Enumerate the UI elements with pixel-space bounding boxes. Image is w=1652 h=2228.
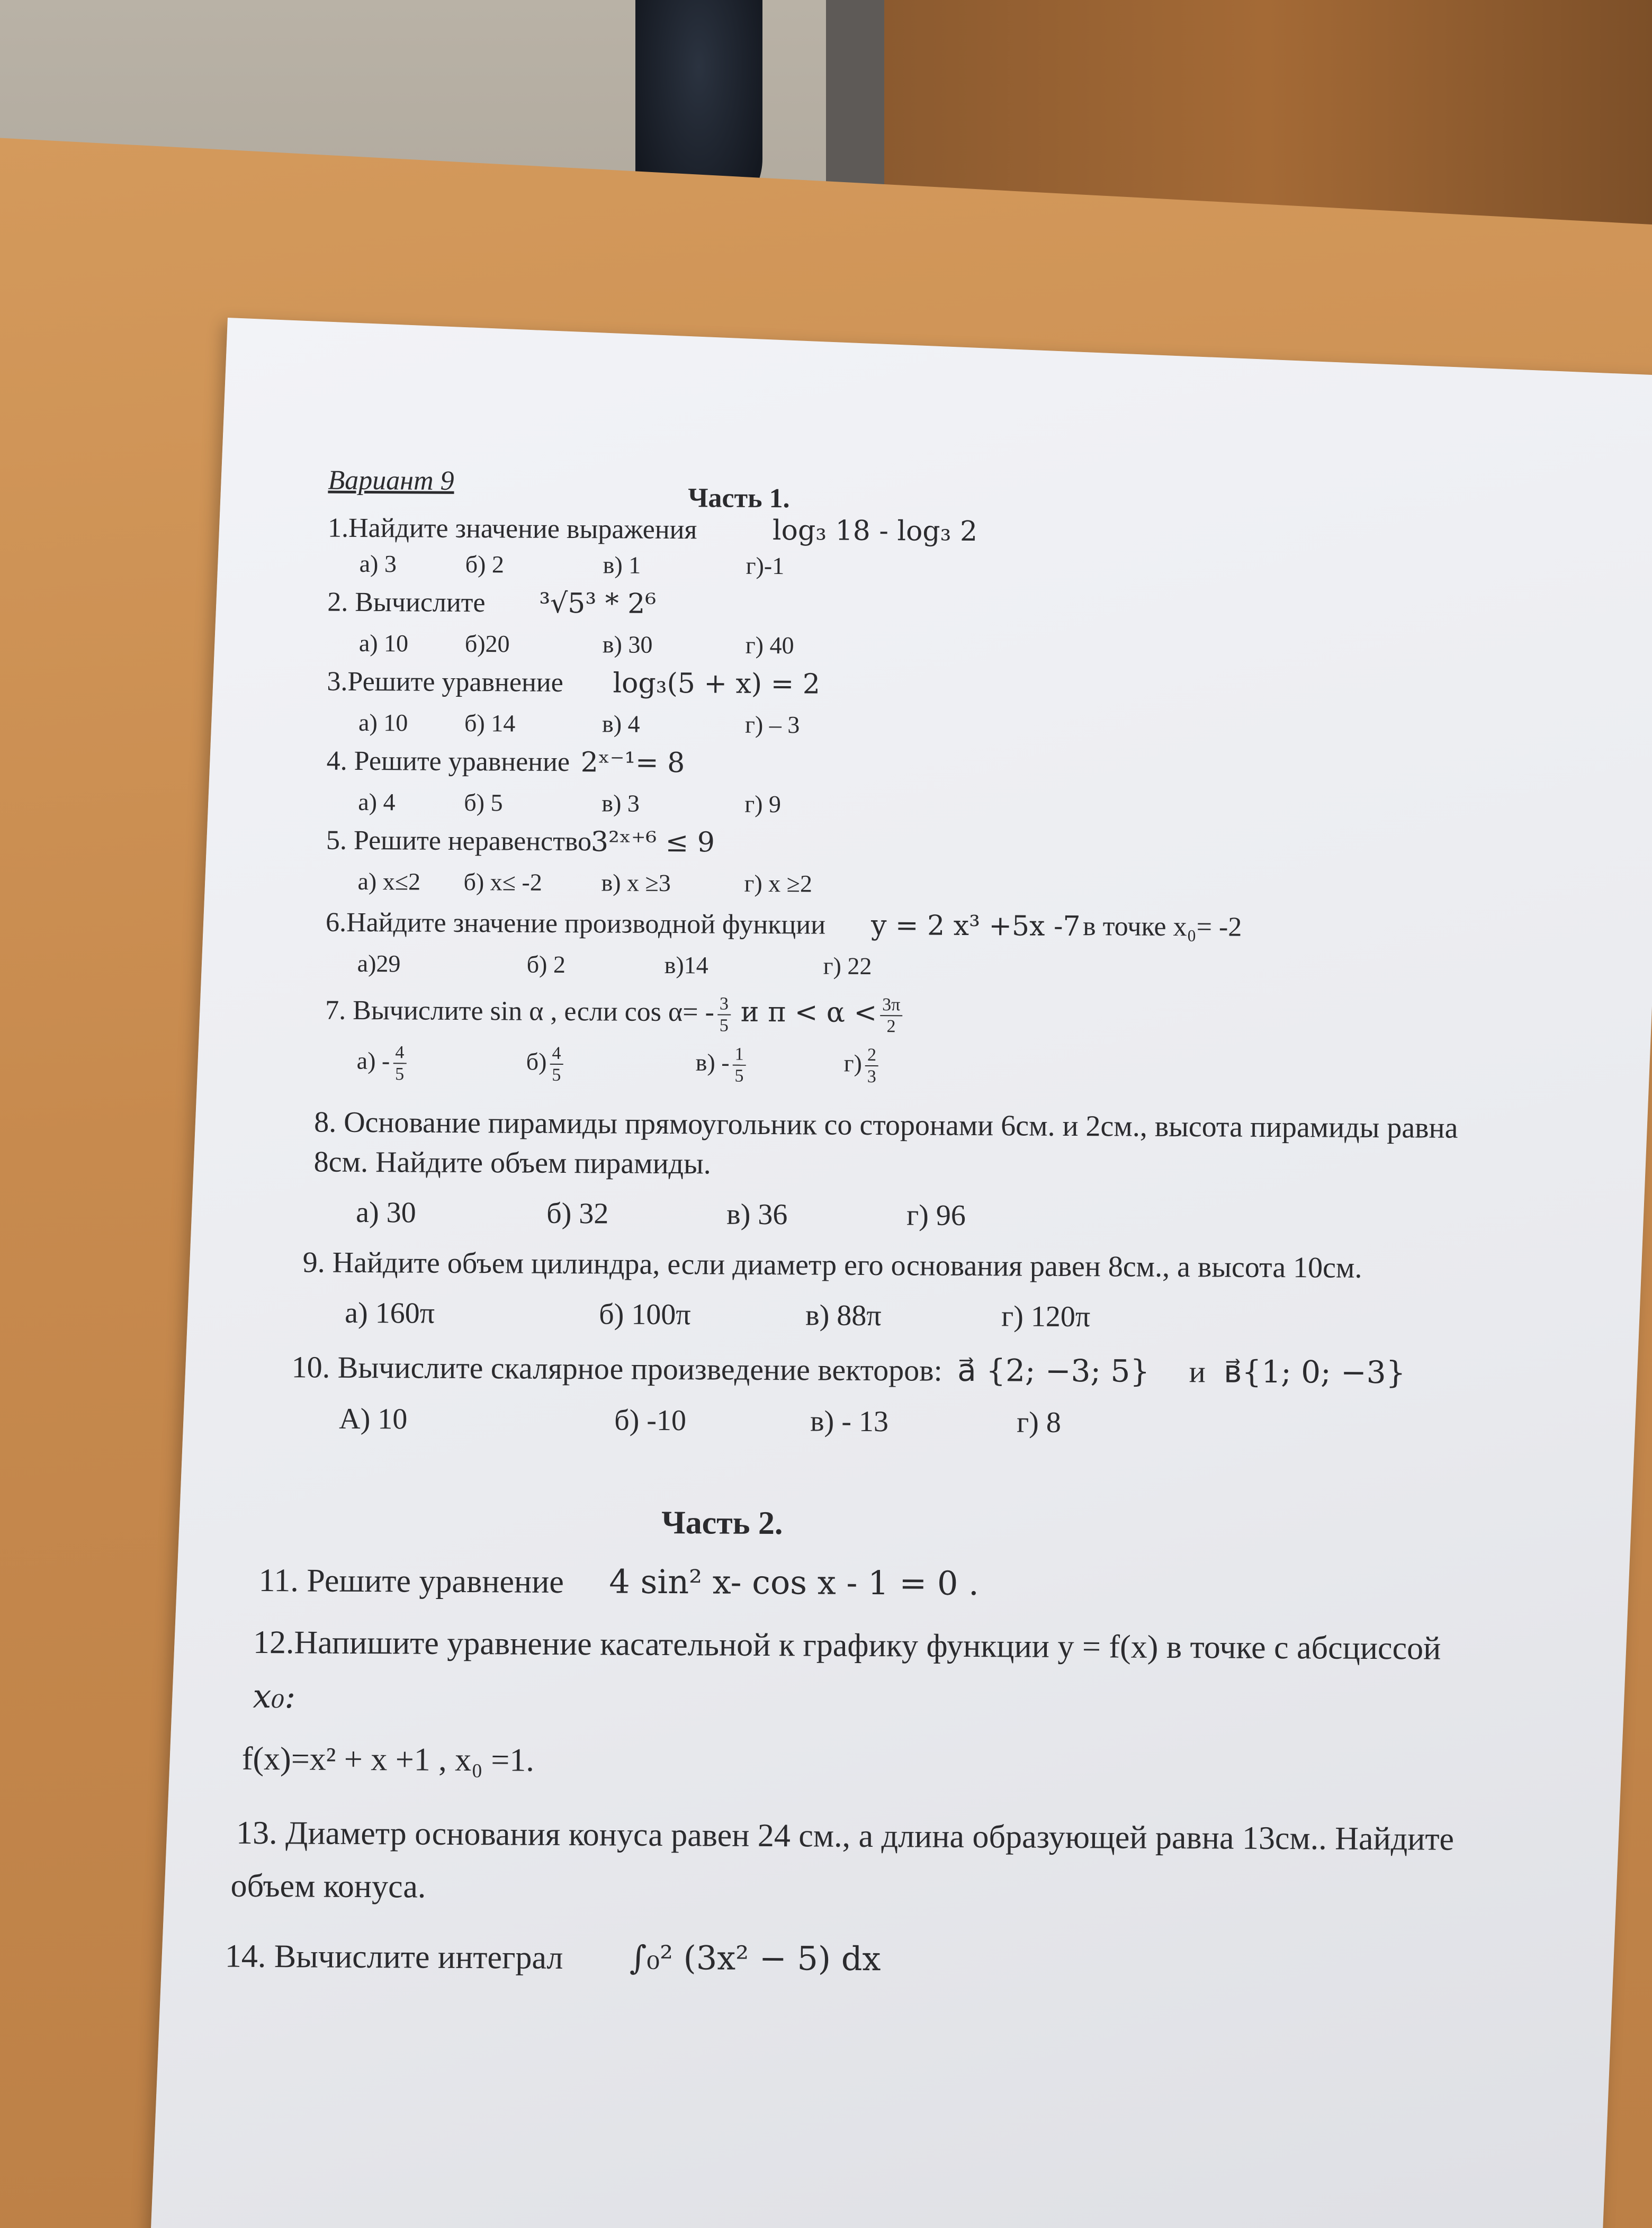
q9-option-c: в) 88π [805, 1299, 882, 1333]
q5-text: 5. Решите неравенство [326, 825, 592, 857]
q7-range-num: 3π [880, 994, 902, 1016]
q9-option-a: а) 160π [345, 1296, 435, 1330]
q4-text: 4. Решите уравнение [326, 745, 570, 778]
q14-text: 14. Вычислите интеграл [225, 1938, 563, 1976]
q8-option-d: г) 96 [906, 1199, 966, 1232]
q10-vector-b: в⃗{1; 0; −3} [1224, 1353, 1406, 1391]
q7-option-c-label: в) - [695, 1048, 730, 1076]
part1-heading: Часть 1. [688, 483, 790, 514]
q14-expression: ∫₀² (3x² − 5) dx [629, 1938, 881, 1979]
q5-option-d: г) x ≥2 [744, 869, 813, 897]
q4-option-d: г) 9 [744, 790, 782, 818]
q7-option-c [696, 1044, 749, 1086]
q7-option-d-label: г) [843, 1049, 863, 1077]
q7-d-den: 3 [867, 1067, 876, 1087]
q2-expression: ³√5³ * 2⁶ [539, 587, 657, 620]
q10-option-d: г) 8 [1017, 1406, 1061, 1439]
q5-option-c: в) x ≥3 [601, 869, 671, 897]
q8-option-a: а) 30 [356, 1196, 416, 1229]
q6-point: в точке x₀= -2 [1082, 911, 1242, 942]
q12-line3: f(x)=x² + x +1 , x₀ =1. [241, 1740, 535, 1778]
q9-text: 9. Найдите объем цилиндра, если диаметр его основания равен 8см., а высота 10см. [302, 1246, 1362, 1284]
q4-expression: 2ˣ⁻¹= 8 [580, 747, 685, 779]
q7-cos-den: 5 [719, 1016, 729, 1036]
test-sheet [145, 318, 1652, 2228]
q2-option-d: г) 40 [745, 631, 794, 659]
q7-c-num: 1 [733, 1044, 746, 1066]
q3-text: 3.Решите уравнение [327, 666, 563, 698]
q1-option-a: а) 3 [359, 550, 397, 578]
q2-option-c: в) 30 [602, 631, 653, 658]
q4-option-c: в) 3 [601, 789, 640, 817]
q12-line2: x₀: [253, 1676, 296, 1716]
q7-option-a-fraction [393, 1042, 406, 1084]
q7-d-num: 2 [865, 1045, 878, 1066]
q7-b-den: 5 [552, 1065, 561, 1085]
q7-b-num: 4 [550, 1043, 563, 1065]
q13-line2: объем конуса. [230, 1867, 426, 1905]
q7-text: 7. Вычислите sin α , если cos α= - [325, 995, 715, 1028]
q1-expression: log₃ 18 - log₃ 2 [772, 515, 978, 548]
q7-option-b-fraction [550, 1043, 563, 1085]
q7-option-a-label: а) - [356, 1047, 390, 1074]
q6-expression: y = 2 x³ +5x -7 [870, 910, 1081, 943]
q7-option-b-label: б) [526, 1048, 547, 1075]
q1-option-d: г)-1 [746, 552, 785, 580]
q8-option-c: в) 36 [726, 1198, 788, 1232]
q10-vector-a: a⃗ {2; −3; 5} [957, 1352, 1150, 1389]
q7-cos-num: 3 [717, 993, 731, 1015]
q6-option-a: а)29 [357, 949, 401, 977]
q7-a-num: 4 [393, 1042, 406, 1064]
q7-a-den: 5 [395, 1064, 405, 1084]
part2-heading: Часть 2. [661, 1504, 783, 1542]
q3-option-b: б) 14 [464, 709, 516, 737]
q11-text: 11. Решите уравнение [258, 1562, 564, 1600]
q3-option-a: а) 10 [358, 708, 408, 736]
sheet-content [180, 342, 1641, 2228]
q7-option-d [844, 1045, 882, 1088]
q4-option-b: б) 5 [464, 788, 503, 816]
q1-text: 1.Найдите значение выражения [327, 513, 697, 545]
q10-and: и [1189, 1354, 1206, 1389]
q7-line [325, 992, 905, 1037]
q11-line [258, 1560, 979, 1603]
q5-expression: 3²ˣ⁺⁶ ≤ 9 [590, 826, 715, 859]
q9-option-b: б) 100π [599, 1298, 691, 1332]
q2-option-b: б)20 [464, 630, 510, 658]
q10-text: 10. Вычислите скалярное произведение векторов: [291, 1350, 942, 1388]
variant-label: Вариант 9 [328, 465, 454, 496]
q7-range: и π < α < [740, 996, 877, 1029]
q7-range-fraction [880, 994, 903, 1037]
q3-option-d: г) – 3 [744, 711, 800, 739]
q3-option-c: в) 4 [601, 710, 640, 738]
q3-expression: log₃(5 + x) = 2 [613, 667, 821, 700]
q8-line1: 8. Основание пирамиды прямоугольник со сторонами 6см. и 2см., высота пирамиды равна [313, 1106, 1458, 1145]
q4-option-a: а) 4 [358, 788, 396, 816]
q7-option-b [526, 1043, 567, 1086]
q14-line [225, 1936, 881, 1979]
q7-option-d-fraction [865, 1045, 878, 1087]
q2-text: 2. Вычислите [327, 587, 486, 618]
q6-option-b: б) 2 [526, 950, 566, 978]
q10-option-b: б) -10 [614, 1404, 687, 1438]
q5-option-a: а) x≤2 [357, 867, 421, 895]
q1-option-c: в) 1 [603, 551, 641, 579]
q1-option-b: б) 2 [465, 550, 505, 578]
q11-expression: 4 sin² x- cos x - 1 = 0 . [609, 1562, 980, 1603]
q9-option-d: г) 120π [1001, 1300, 1091, 1334]
q10-line [292, 1349, 1406, 1390]
q5-option-b: б) x≤ -2 [463, 868, 542, 896]
q7-c-den: 5 [734, 1066, 744, 1086]
q7-range-den: 2 [886, 1017, 896, 1037]
q8-line2: 8см. Найдите объем пирамиды. [313, 1145, 711, 1181]
q2-option-a: а) 10 [358, 629, 409, 657]
q7-option-a [357, 1042, 410, 1085]
q6-option-d: г) 22 [823, 952, 872, 980]
q13-line1: 13. Диаметр основания конуса равен 24 см., а длина образующей равна 13см.. Найдите [236, 1814, 1455, 1857]
q8-option-b: б) 32 [546, 1197, 609, 1230]
q10-option-a: А) 10 [339, 1402, 408, 1436]
q12-line1: 12.Напишите уравнение касательной к графику функции y = f(x) в точке с абсциссой [253, 1624, 1441, 1667]
q10-option-c: в) - 13 [810, 1405, 889, 1439]
q7-option-c-fraction [732, 1044, 746, 1086]
q6-text: 6.Найдите значение производной функции [325, 907, 826, 940]
q7-cos-fraction [717, 993, 731, 1036]
q6-option-c: в)14 [664, 951, 708, 979]
